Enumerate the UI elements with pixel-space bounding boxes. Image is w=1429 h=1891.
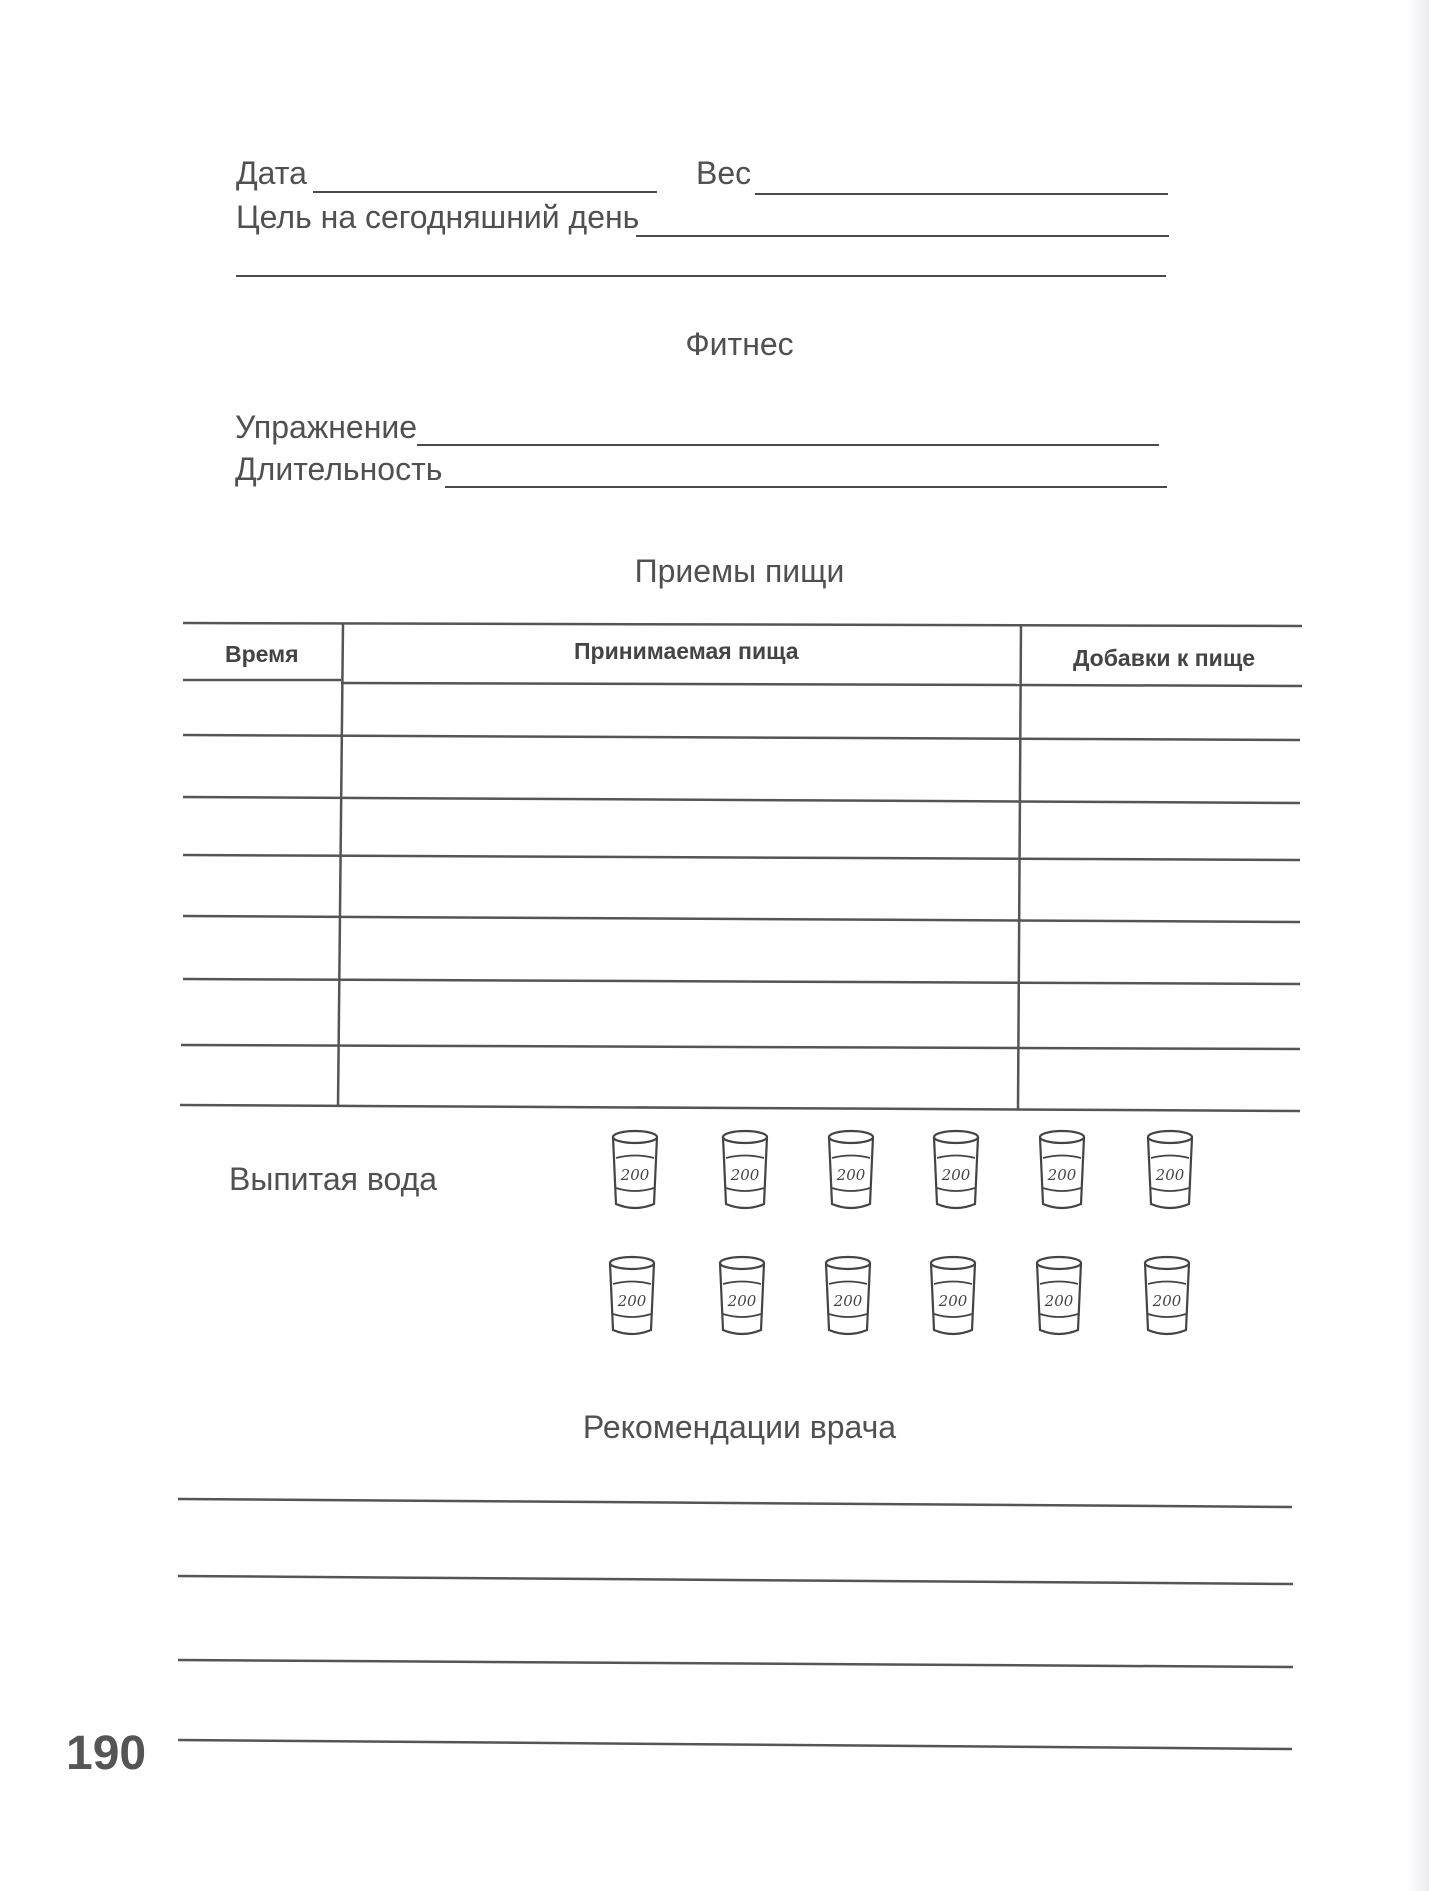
meals-heading: Приемы пищи xyxy=(634,553,845,589)
cup-volume-label: 200 xyxy=(833,1292,863,1310)
cup-volume-label: 200 xyxy=(1155,1166,1185,1184)
water-cup-icon[interactable] xyxy=(824,1128,878,1214)
exercise-label: Упражнение xyxy=(235,409,418,445)
cup-volume-label: 200 xyxy=(941,1166,971,1184)
doctor-heading: Рекомендации врача xyxy=(582,1409,897,1445)
water-cup-icon[interactable] xyxy=(926,1254,980,1340)
water-cup-icon[interactable] xyxy=(929,1128,983,1214)
water-cup-icon[interactable] xyxy=(1140,1254,1194,1340)
fitness-heading: Фитнес xyxy=(685,326,794,362)
page-number: 190 xyxy=(66,1727,147,1780)
cup-volume-label: 200 xyxy=(617,1292,647,1310)
column-header-supplements: Добавки к пище xyxy=(1073,645,1256,671)
column-header-time: Время xyxy=(225,641,299,667)
water-cup-icon[interactable] xyxy=(1035,1128,1089,1214)
water-cup-icon[interactable] xyxy=(715,1254,769,1340)
doctor-line-1 xyxy=(178,1499,1292,1507)
cup-volume-label: 200 xyxy=(727,1292,757,1310)
cup-volume-label: 200 xyxy=(836,1166,866,1184)
water-cup-icon[interactable] xyxy=(1143,1128,1197,1214)
water-cup-icon[interactable] xyxy=(608,1128,662,1214)
date-label: Дата xyxy=(236,155,307,191)
water-cup-icon[interactable] xyxy=(605,1254,659,1340)
goal-label: Цель на сегодняшний день xyxy=(236,199,640,235)
column-header-food: Принимаемая пища xyxy=(574,638,799,664)
water-cup-icon[interactable] xyxy=(821,1254,875,1340)
cup-volume-label: 200 xyxy=(1044,1292,1074,1310)
water-cup-icon[interactable] xyxy=(718,1128,772,1214)
doctor-line-4 xyxy=(178,1740,1292,1749)
cup-volume-label: 200 xyxy=(938,1292,968,1310)
duration-label: Длительность xyxy=(235,451,443,487)
cup-volume-label: 200 xyxy=(730,1166,760,1184)
water-cup-icon[interactable] xyxy=(1032,1254,1086,1340)
cup-volume-label: 200 xyxy=(620,1166,650,1184)
doctor-line-2 xyxy=(178,1576,1293,1584)
water-label: Выпитая вода xyxy=(229,1161,438,1197)
cup-volume-label: 200 xyxy=(1152,1292,1182,1310)
doctor-line-3 xyxy=(178,1660,1293,1667)
cup-volume-label: 200 xyxy=(1047,1166,1077,1184)
weight-label: Вес xyxy=(696,155,752,191)
